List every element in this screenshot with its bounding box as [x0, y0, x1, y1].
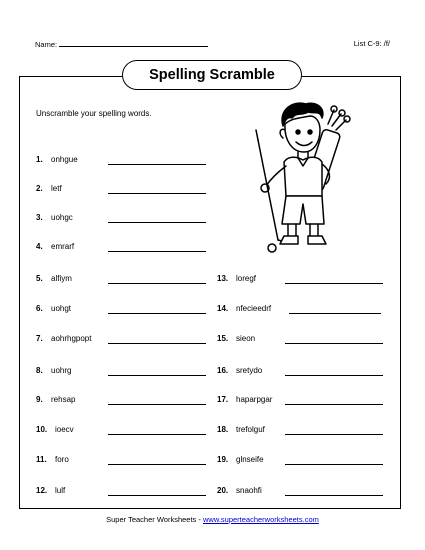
item-number: 16. [217, 366, 229, 375]
answer-line[interactable] [285, 404, 383, 405]
footer-text: Super Teacher Worksheets - [106, 515, 203, 524]
scrambled-word: emrarf [51, 242, 75, 251]
scrambled-word: nfecieedrf [236, 304, 272, 313]
scrambled-word: uohgc [51, 213, 73, 222]
scrambled-word: aohrhgpopt [51, 334, 92, 343]
item-number: 2. [36, 184, 43, 193]
item-number: 7. [36, 334, 43, 343]
answer-line[interactable] [108, 251, 206, 252]
answer-line[interactable] [108, 404, 206, 405]
scrambled-word: loregf [236, 274, 257, 283]
scrambled-word: lulf [55, 486, 66, 495]
item-number: 18. [217, 425, 229, 434]
item-number: 8. [36, 366, 43, 375]
answer-line[interactable] [108, 283, 206, 284]
scrambled-word: sieon [236, 334, 256, 343]
scrambled-word: uohrg [51, 366, 72, 375]
scrambled-word: haparpgar [236, 395, 273, 404]
instructions: Unscramble your spelling words. [36, 109, 152, 118]
scrambled-word: letf [51, 184, 62, 193]
footer-link[interactable]: www.superteacherworksheets.com [202, 515, 319, 524]
scrambled-word: sretydo [236, 366, 263, 375]
answer-line[interactable] [285, 343, 383, 344]
item-number: 20. [217, 486, 229, 495]
item-number: 5. [36, 274, 43, 283]
item-number: 4. [36, 242, 43, 251]
answer-line[interactable] [285, 375, 383, 376]
golfer-boy-illustration [248, 100, 358, 258]
answer-line[interactable] [108, 434, 206, 435]
answer-line[interactable] [289, 313, 381, 314]
name-line[interactable] [59, 39, 208, 47]
name-field [35, 39, 208, 49]
answer-line[interactable] [108, 193, 206, 194]
scrambled-word: glnseife [236, 455, 264, 464]
item-number: 3. [36, 213, 43, 222]
answer-line[interactable] [108, 495, 206, 496]
scrambled-word: foro [55, 455, 69, 464]
page-title: Spelling Scramble [122, 60, 302, 90]
answer-line[interactable] [285, 283, 383, 284]
answer-line[interactable] [108, 464, 206, 465]
item-number: 9. [36, 395, 43, 404]
scrambled-word: alfiym [51, 274, 72, 283]
name-label: Name: [35, 40, 58, 49]
answer-line[interactable] [285, 495, 383, 496]
scrambled-word: trefolguf [236, 425, 265, 434]
answer-line[interactable] [108, 164, 206, 165]
scrambled-word: snaohfi [236, 486, 262, 495]
scrambled-word: rehsap [51, 395, 76, 404]
scrambled-word: ioecv [55, 425, 74, 434]
footer [0, 515, 425, 524]
answer-line[interactable] [108, 375, 206, 376]
item-number: 11. [36, 455, 47, 464]
answer-line[interactable] [285, 464, 383, 465]
answer-line[interactable] [108, 222, 206, 223]
scrambled-word: uohgt [51, 304, 72, 313]
item-number: 1. [36, 155, 43, 164]
item-number: 15. [217, 334, 229, 343]
item-number: 13. [217, 274, 229, 283]
item-number: 10. [36, 425, 48, 434]
item-number: 6. [36, 304, 43, 313]
scrambled-word: onhgue [51, 155, 78, 164]
item-number: 17. [217, 395, 229, 404]
item-number: 14. [217, 304, 229, 313]
answer-line[interactable] [108, 313, 206, 314]
answer-line[interactable] [108, 343, 206, 344]
answer-line[interactable] [285, 434, 383, 435]
list-label: List C-9: /f/ [353, 39, 390, 48]
item-number: 12. [36, 486, 48, 495]
item-number: 19. [217, 455, 229, 464]
